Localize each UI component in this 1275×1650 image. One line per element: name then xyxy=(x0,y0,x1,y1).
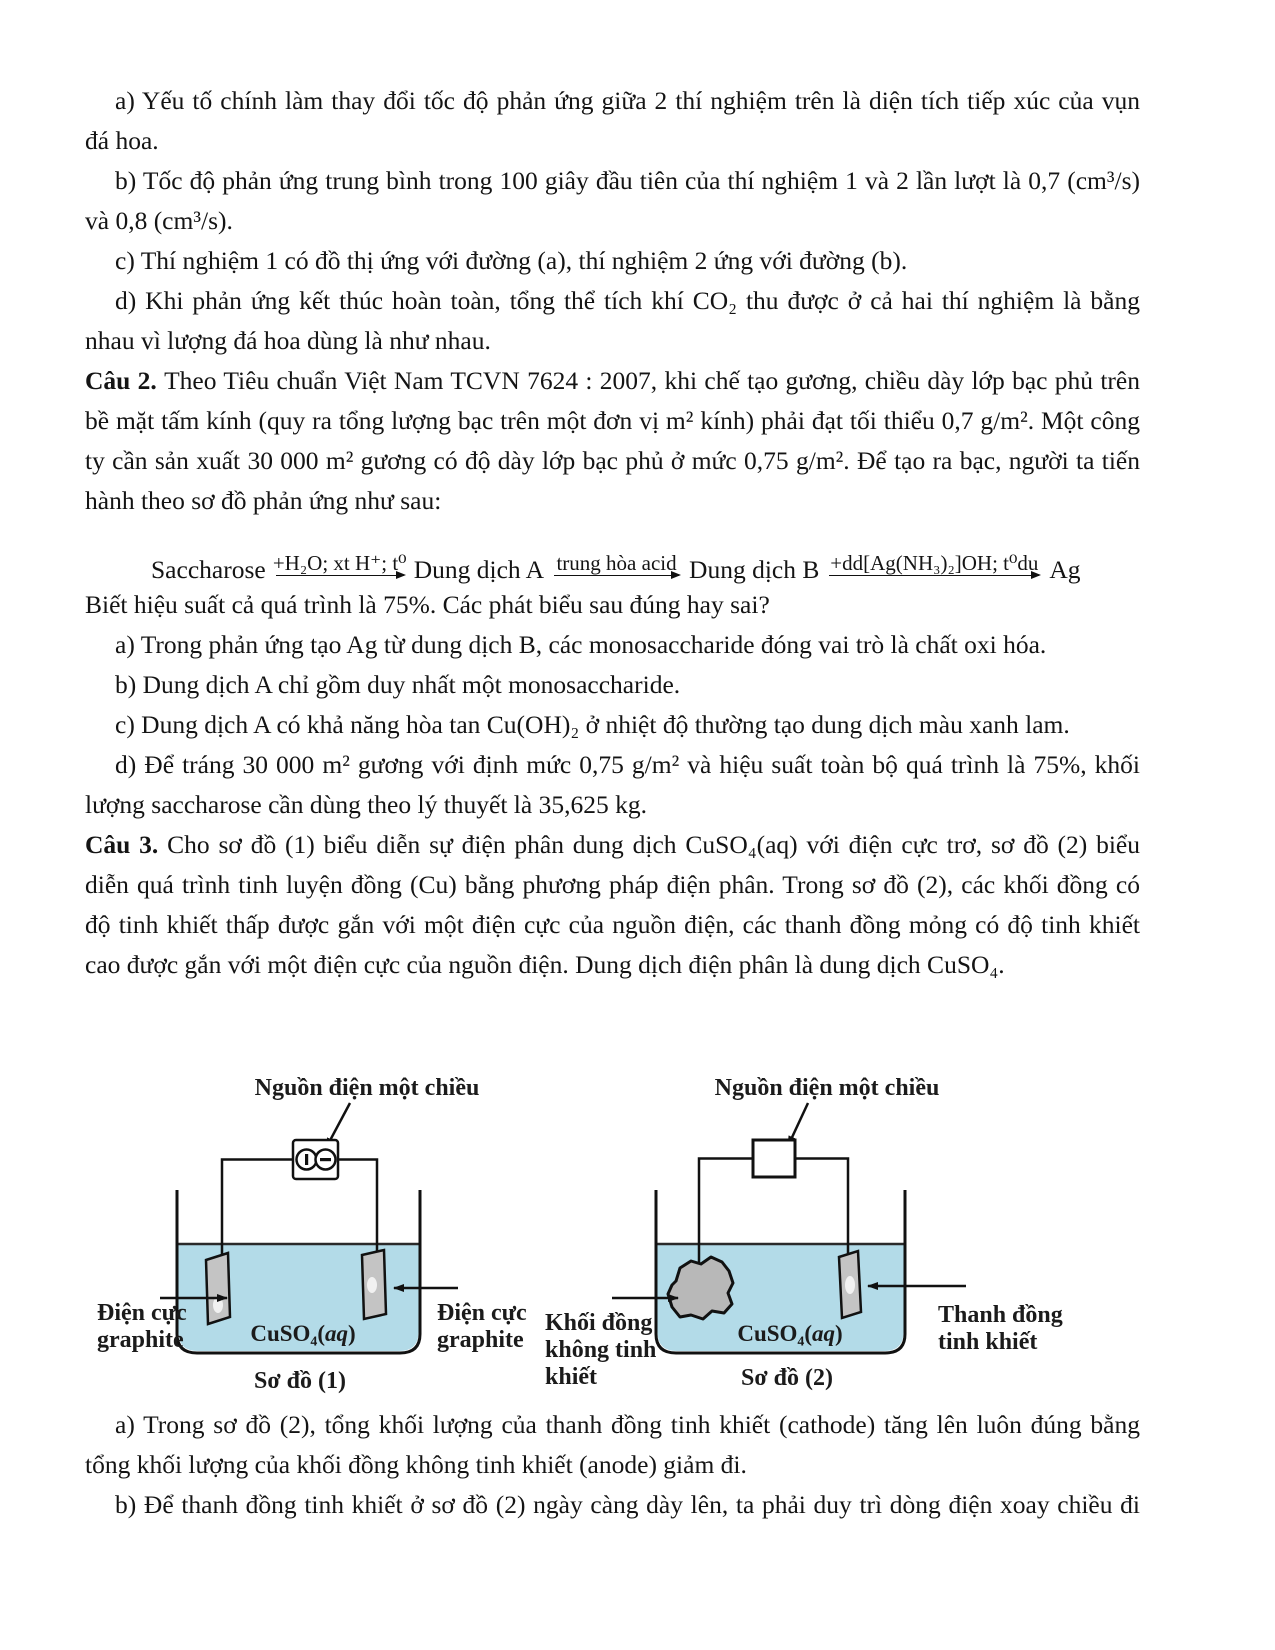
text-line: a) Trong sơ đồ (2), tổng khối lượng của thanh đồng tinh khiết (cathode) tăng lên luôn đúng bằng xyxy=(115,1410,1140,1439)
text-line: đá hoa. xyxy=(85,126,159,155)
text-line xyxy=(85,825,1140,865)
graphite-electrode-left xyxy=(206,1253,230,1324)
product-ag: Ag xyxy=(1049,555,1081,584)
arrow-2-conditions: trung hòa acid xyxy=(556,551,677,575)
diagram-2 xyxy=(545,1075,1063,1391)
paragraph xyxy=(85,281,1140,361)
text-line: b) Để thanh đồng tinh khiết ở sơ đồ (2) ngày càng dày lên, ta phải duy trì dòng điện xoay chiều đi xyxy=(115,1490,1140,1519)
arrow-3-conditions: +dd[Ag(NH₃)₂]OH; t⁰du xyxy=(830,551,1039,575)
text-run: Cho sơ đồ (1) biểu diễn sự điện phân dung dịch CuSO₄(aq) với điện cực trơ, sơ đồ (2) biểu xyxy=(167,830,1140,859)
copper-bar-label: Thanh đồng xyxy=(938,1302,1063,1328)
reaction-arrow-2 xyxy=(554,552,679,576)
paragraph xyxy=(85,241,1140,281)
electrode-label-left-1: graphite xyxy=(97,1327,184,1353)
text-line: ty cần sản xuất 30 000 m² gương có độ dày lớp bạc phủ ở mức 0,75 g/m². Để tạo ra bạc, người ta tiến xyxy=(85,446,1140,475)
dc-power-source-2 xyxy=(753,1140,795,1177)
text-line: độ tinh khiết thấp được gắn với một điện cực của nguồn điện, các thanh đồng mỏng có độ tinh khiết xyxy=(85,910,1140,939)
electrode-label-right-1: graphite xyxy=(437,1327,524,1353)
product-dung-dich-b: Dung dịch B xyxy=(689,555,820,584)
reaction-arrow-1 xyxy=(272,551,407,576)
copper-block-label: Khối đồng xyxy=(545,1310,653,1336)
negative-terminal-mark xyxy=(320,1158,331,1161)
paragraph xyxy=(85,665,1140,705)
electrolysis-diagrams-figure xyxy=(0,1017,1275,1395)
electrode-highlight xyxy=(367,1277,377,1293)
power-source-label-1: Nguồn điện một chiều xyxy=(254,1075,480,1101)
text-line: c) Thí nghiệm 1 có đồ thị ứng với đường (a), thí nghiệm 2 ứng với đường (b). xyxy=(115,246,908,275)
positive-terminal-mark xyxy=(305,1154,308,1165)
text-line: c) Dung dịch A có khả năng hòa tan Cu(OH)₂ ở nhiệt độ thường tạo dung dịch màu xanh lam. xyxy=(115,710,1070,739)
text-line: b) Tốc độ phản ứng trung bình trong 100 giây đầu tiên của thí nghiệm 1 và 2 lần lượt là 0,7 (cm³/s) xyxy=(115,166,1140,195)
paragraph-cau-3 xyxy=(85,825,1140,985)
text-line: diễn quá trình tinh luyện đồng (Cu) bằng phương pháp điện phân. Trong sơ đồ (2), các khối đồng có xyxy=(85,870,1140,899)
solution-formula-1: CuSO₄(aq) xyxy=(250,1321,356,1346)
paragraph xyxy=(85,585,1140,625)
copper-bar-label: tinh khiết xyxy=(938,1329,1038,1355)
answer-statements-block xyxy=(0,1405,1275,1525)
paragraph xyxy=(85,745,1140,825)
arrow-line xyxy=(554,575,679,576)
power-source-label-2: Nguồn điện một chiều xyxy=(714,1075,940,1101)
arrow-1-conditions: +H₂O; xt H⁺; t⁰ xyxy=(272,551,407,575)
text-line: tổng khối lượng của khối đồng không tinh khiết (anode) giảm đi. xyxy=(85,1450,747,1479)
text-line: d) Khi phản ứng kết thúc hoàn toàn, tổng thể tích khí CO₂ thu được ở cả hai thí nghiệm là bằng xyxy=(115,286,1140,315)
text-line: a) Yếu tố chính làm thay đổi tốc độ phản ứng giữa 2 thí nghiệm trên là diện tích tiếp xúc của vụn xyxy=(115,86,1140,115)
paragraph xyxy=(85,161,1140,241)
question-number: Câu 3. xyxy=(85,830,168,859)
text-line: b) Dung dịch A chỉ gồm duy nhất một monosaccharide. xyxy=(115,670,681,699)
arrow-line xyxy=(829,575,1039,576)
reaction-arrow-3 xyxy=(829,552,1039,576)
paragraph xyxy=(85,1485,1140,1525)
question-number: Câu 2. xyxy=(85,366,165,395)
solution-formula-2: CuSO₄(aq) xyxy=(737,1321,843,1346)
diagram-1-caption: Sơ đồ (1) xyxy=(254,1368,346,1394)
text-line: Biết hiệu suất cả quá trình là 75%. Các phát biểu sau đúng hay sai? xyxy=(85,590,770,619)
text-line: nhau vì lượng đá hoa dùng là như nhau. xyxy=(85,326,491,355)
electrode-highlight xyxy=(845,1276,855,1294)
text-line: hành theo sơ đồ phản ứng như sau: xyxy=(85,486,442,515)
electrode-label-left-1: Điện cực xyxy=(97,1300,187,1326)
paragraph xyxy=(85,625,1140,665)
text-line: d) Để tráng 30 000 m² gương với định mức 0,75 g/m² và hiệu suất toàn bộ quá trình là 75%, khối xyxy=(115,750,1140,779)
text-line: cao được gắn với một điện cực của nguồn điện. Dung dịch điện phân là dung dịch CuSO₄. xyxy=(85,950,1005,979)
product-dung-dich-a: Dung dịch A xyxy=(413,555,545,584)
copper-block-label: khiết xyxy=(545,1364,598,1390)
arrow-line xyxy=(276,575,404,576)
paragraph xyxy=(85,1405,1140,1485)
text-run: Theo Tiêu chuẩn Việt Nam TCVN 7624 : 2007, khi chế tạo gương, chiều dày lớp bạc phủ trên xyxy=(164,366,1140,395)
text-line: và 0,8 (cm³/s). xyxy=(85,206,233,235)
paragraph-cau-2 xyxy=(85,361,1140,521)
diagram-2-caption: Sơ đồ (2) xyxy=(741,1365,833,1391)
text-line xyxy=(85,361,1140,401)
copper-block-label: không tinh xyxy=(545,1337,657,1363)
electrode-label-right-1: Điện cực xyxy=(437,1300,527,1326)
diagram-1 xyxy=(97,1075,527,1394)
reactant-saccharose: Saccharose xyxy=(151,555,266,584)
electrode-highlight xyxy=(213,1297,223,1313)
text-line: bề mặt tấm kính (quy ra tổng lượng bạc trên một đơn vị m² kính) phải đạt tối thiểu 0,7 g/m². Một công xyxy=(85,406,1140,435)
paragraph xyxy=(85,81,1140,161)
reaction-scheme xyxy=(85,523,1140,585)
paragraph xyxy=(85,705,1140,745)
text-line: a) Trong phản ứng tạo Ag từ dung dịch B, các monosaccharide đóng vai trò là chất oxi hóa. xyxy=(115,630,1047,659)
text-line: lượng saccharose cần dùng theo lý thuyết là 35,625 kg. xyxy=(85,790,647,819)
